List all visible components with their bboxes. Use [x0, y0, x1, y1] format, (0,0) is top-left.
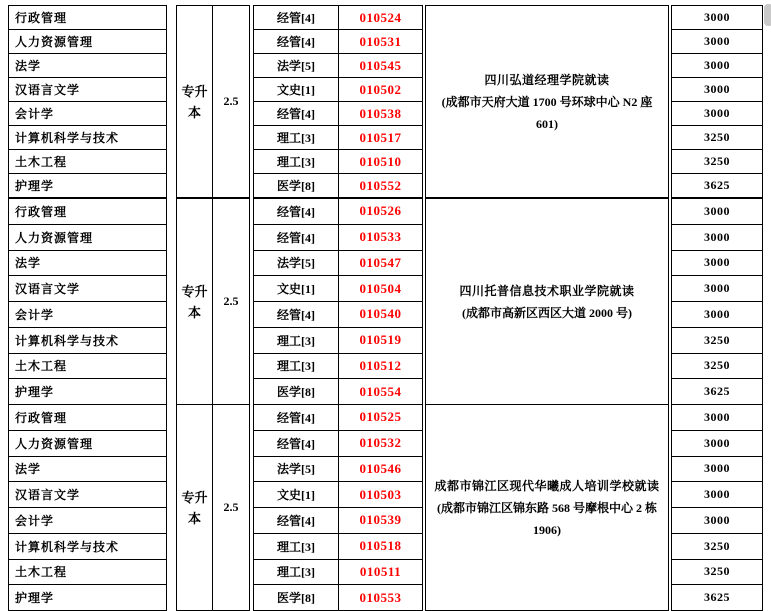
major-cell: 土木工程: [8, 149, 167, 174]
category-cell: 理工[3]: [253, 533, 339, 560]
level-line: 专升: [181, 489, 208, 505]
institution-name: 四川弘道经理学院就读: [484, 72, 610, 87]
category-cell: 理工[3]: [253, 559, 339, 586]
admission-code-cell: 010504: [338, 275, 423, 302]
tuition-cell: 3250: [671, 149, 763, 174]
tuition-column: [671, 404, 763, 611]
code-column: [338, 404, 423, 611]
category-cell: 理工[3]: [253, 353, 339, 380]
category-cell: 医学[8]: [253, 378, 339, 405]
admission-code-cell: 010532: [338, 430, 423, 457]
major-cell: 汉语言文学: [8, 481, 167, 508]
level-column: [176, 5, 213, 198]
major-cell: 计算机科学与技术: [8, 533, 167, 560]
level-line: 本: [187, 304, 201, 320]
major-cell: 法学: [8, 53, 167, 78]
major-cell: 汉语言文学: [8, 275, 167, 302]
category-cell: 医学[8]: [253, 584, 339, 611]
level-cell: [176, 404, 213, 611]
duration-column: [212, 198, 250, 405]
institution-block-2: [0, 198, 771, 405]
major-cell: 护理学: [8, 173, 167, 198]
category-cell: 理工[3]: [253, 125, 339, 150]
tuition-cell: 3250: [671, 327, 763, 354]
majors-column: [8, 5, 167, 198]
category-cell: 经管[4]: [253, 29, 339, 54]
tuition-cell: 3000: [671, 301, 763, 328]
institution-block-1: [0, 5, 771, 198]
level-cell: [176, 5, 213, 198]
tuition-cell: 3000: [671, 481, 763, 508]
institution-address: (成都市锦江区锦东路 568 号摩根中心 2 栋 1906): [437, 500, 657, 537]
majors-column: [8, 404, 167, 611]
admission-code-cell: 010547: [338, 250, 423, 277]
tuition-cell: 3000: [671, 101, 763, 126]
institution-address: (成都市天府大道 1700 号环球中心 N2 座 601): [441, 94, 653, 131]
category-cell: 法学[5]: [253, 456, 339, 483]
major-cell: 行政管理: [8, 5, 167, 30]
category-cell: 理工[3]: [253, 149, 339, 174]
tuition-cell: 3250: [671, 125, 763, 150]
admission-code-cell: 010524: [338, 5, 423, 30]
category-cell: 文史[1]: [253, 481, 339, 508]
level-cell: [176, 198, 213, 405]
tuition-cell: 3625: [671, 378, 763, 405]
level-column: [176, 198, 213, 405]
category-cell: 经管[4]: [253, 301, 339, 328]
tuition-cell: 3000: [671, 77, 763, 102]
admission-code-cell: 010540: [338, 301, 423, 328]
tuition-cell: 3000: [671, 5, 763, 30]
major-cell: 行政管理: [8, 198, 167, 225]
tuition-cell: 3250: [671, 533, 763, 560]
tuition-cell: 3250: [671, 559, 763, 586]
major-cell: 计算机科学与技术: [8, 327, 167, 354]
tuition-cell: 3000: [671, 198, 763, 225]
admission-code-cell: 010545: [338, 53, 423, 78]
admission-code-cell: 010517: [338, 125, 423, 150]
major-cell: 人力资源管理: [8, 29, 167, 54]
major-cell: 会计学: [8, 507, 167, 534]
admission-code-cell: 010553: [338, 584, 423, 611]
admission-code-cell: 010533: [338, 224, 423, 251]
tuition-cell: 3000: [671, 456, 763, 483]
major-cell: 法学: [8, 250, 167, 277]
institution-address: (成都市高新区西区大道 2000 号): [462, 305, 632, 320]
admission-code-cell: 010526: [338, 198, 423, 225]
category-column: [253, 5, 339, 198]
tuition-cell: 3625: [671, 173, 763, 198]
institution-cell: [425, 404, 669, 611]
admission-code-cell: 010510: [338, 149, 423, 174]
admission-code-cell: 010539: [338, 507, 423, 534]
tuition-cell: 3000: [671, 507, 763, 534]
admission-code-cell: 010554: [338, 378, 423, 405]
category-cell: 医学[8]: [253, 173, 339, 198]
institution-cell: [425, 5, 669, 198]
institution-cell: [425, 198, 669, 405]
category-column: [253, 404, 339, 611]
admission-code-cell: 010503: [338, 481, 423, 508]
majors-column: [8, 198, 167, 405]
level-column: [176, 404, 213, 611]
category-cell: 经管[4]: [253, 5, 339, 30]
duration-cell: 2.5: [212, 198, 250, 405]
admission-code-cell: 010512: [338, 353, 423, 380]
major-cell: 土木工程: [8, 559, 167, 586]
major-cell: 土木工程: [8, 353, 167, 380]
admission-code-cell: 010546: [338, 456, 423, 483]
institution-block-3: [0, 404, 771, 611]
institution-name: 四川托普信息技术职业学院就读: [459, 283, 635, 298]
duration-column: [212, 5, 250, 198]
tuition-cell: 3000: [671, 430, 763, 457]
admission-code-cell: 010519: [338, 327, 423, 354]
tuition-cell: 3000: [671, 29, 763, 54]
admission-code-cell: 010525: [338, 404, 423, 431]
major-cell: 法学: [8, 456, 167, 483]
tuition-cell: 3000: [671, 53, 763, 78]
major-cell: 人力资源管理: [8, 430, 167, 457]
category-cell: 经管[4]: [253, 404, 339, 431]
category-cell: 经管[4]: [253, 430, 339, 457]
admission-code-cell: 010511: [338, 559, 423, 586]
admission-code-cell: 010538: [338, 101, 423, 126]
category-cell: 法学[5]: [253, 53, 339, 78]
duration-cell: 2.5: [212, 404, 250, 611]
category-cell: 文史[1]: [253, 77, 339, 102]
tuition-cell: 3000: [671, 250, 763, 277]
major-cell: 计算机科学与技术: [8, 125, 167, 150]
major-cell: 会计学: [8, 101, 167, 126]
code-column: [338, 5, 423, 198]
category-cell: 理工[3]: [253, 327, 339, 354]
category-cell: 经管[4]: [253, 507, 339, 534]
tuition-column: [671, 198, 763, 405]
admission-code-cell: 010531: [338, 29, 423, 54]
level-line: 专升: [181, 83, 208, 99]
tuition-cell: 3000: [671, 224, 763, 251]
major-cell: 护理学: [8, 584, 167, 611]
tuition-cell: 3625: [671, 584, 763, 611]
category-column: [253, 198, 339, 405]
category-cell: 经管[4]: [253, 101, 339, 126]
admission-code-cell: 010518: [338, 533, 423, 560]
level-line: 专升: [181, 283, 208, 299]
major-cell: 行政管理: [8, 404, 167, 431]
level-line: 本: [187, 104, 201, 120]
category-cell: 法学[5]: [253, 250, 339, 277]
duration-column: [212, 404, 250, 611]
tuition-cell: 3250: [671, 353, 763, 380]
institution-column: [425, 198, 669, 405]
institution-name: 成都市锦江区现代华曦成人培训学校就读: [434, 478, 660, 493]
major-cell: 护理学: [8, 378, 167, 405]
admission-code-cell: 010502: [338, 77, 423, 102]
admission-code-cell: 010552: [338, 173, 423, 198]
category-cell: 经管[4]: [253, 198, 339, 225]
scrollbar-thumb[interactable]: [764, 4, 771, 26]
code-column: [338, 198, 423, 405]
major-cell: 人力资源管理: [8, 224, 167, 251]
institution-column: [425, 5, 669, 198]
tuition-cell: 3000: [671, 404, 763, 431]
major-cell: 汉语言文学: [8, 77, 167, 102]
institution-column: [425, 404, 669, 611]
major-cell: 会计学: [8, 301, 167, 328]
tuition-cell: 3000: [671, 275, 763, 302]
category-cell: 经管[4]: [253, 224, 339, 251]
duration-cell: 2.5: [212, 5, 250, 198]
tuition-column: [671, 5, 763, 198]
category-cell: 文史[1]: [253, 275, 339, 302]
level-line: 本: [187, 510, 201, 526]
